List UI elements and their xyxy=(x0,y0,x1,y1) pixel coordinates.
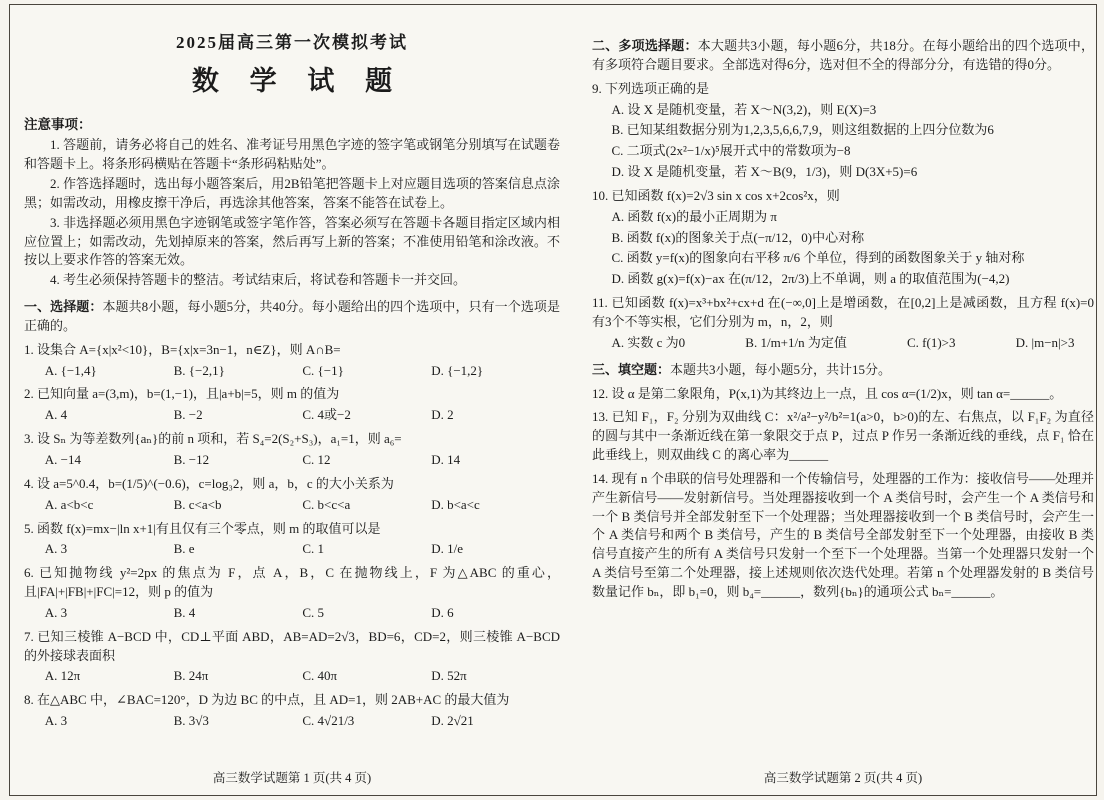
question-14-stem: 14. 现有 n 个串联的信号处理器和一个传输信号，处理器的工作为：接收信号——处理并产生新信号——发射新信号。当处理器接收到一个 A 类信号时，会产生一个 A 类信号和一个 B 类信号并全部发射至下一个处理器；当处理器接收到一个 B 类信号时，会产生一个 A 类信号和两个 B 类信号，产生的 B 类信号全部发射至下一个处理器，由接收 B 类信号直接产生的所有 A 类信号只发射一个至下一个处理器。当第一个处理器只发射一个 A 类信号至第二个处理器，接上述规则依次迭代处理。若第 n 个处理器发射的 B 类信号数量记作 bₙ，即 b₁=0，则 b₄=______，数列{bₙ}的通项公式 bₙ=______。 xyxy=(592,470,1094,599)
question-6-options xyxy=(24,604,560,623)
question-9-stem: 9. 下列选项正确的是 xyxy=(592,80,710,96)
notice-item-1: 1. 答题前，请务必将自己的姓名、准考证号用黑色字迹的签字笔或钢笔分别填写在试题卷和答题卡上。将条形码横贴在答题卡“条形码粘贴处”。 xyxy=(24,137,560,172)
option-a: A. 设 X 是随机变量，若 X～N(3,2)，则 E(X)=3 xyxy=(611,101,877,117)
question-8-stem: 8. 在△ABC 中，∠BAC=120°，D 为边 BC 的中点，且 AD=1，则 2AB+AC 的最大值为 xyxy=(24,692,510,708)
section-1-heading xyxy=(24,298,560,336)
question-6-stem: 6. 已知抛物线 y²=2px 的焦点为 F，点 A，B，C 在抛物线上，F 为△ABC 的重心，且|FA|+|FB|+|FC|=12，则 p 的值为 xyxy=(24,565,560,600)
option-c: C. b<c<a xyxy=(302,496,351,512)
question-2 xyxy=(24,385,560,425)
option-c: C. 函数 y=f(x)的图象向右平移 π/6 个单位，得到的函数图象关于 y 轴对称 xyxy=(611,250,1025,266)
section-2-label: 二、多项选择题： xyxy=(592,38,698,53)
exam-title: 2025届高三第一次模拟考试 xyxy=(176,33,408,52)
option-a: A. 4 xyxy=(44,407,68,423)
option-a: A. {−1,4} xyxy=(44,362,97,378)
question-5-stem: 5. 函数 f(x)=mx−|ln x+1|有且仅有三个零点，则 m 的取值可以是 xyxy=(24,520,381,536)
notice-heading: 注意事项： xyxy=(24,116,92,132)
option-a: A. 实数 c 为0 xyxy=(611,334,686,350)
question-5-options xyxy=(24,540,560,559)
question-11-options xyxy=(592,334,1094,353)
question-3 xyxy=(24,430,560,470)
option-c: C. 5 xyxy=(302,604,325,620)
question-10-options xyxy=(592,208,1094,289)
section-1-desc: 本题共8小题，每小题5分，共40分。每小题给出的四个选项中，只有一个选项是正确的。 xyxy=(24,299,560,333)
question-7 xyxy=(24,628,560,687)
notice-section xyxy=(24,115,560,290)
page-1 xyxy=(24,13,560,793)
option-a: A. 12π xyxy=(44,668,81,684)
option-b: B. 3√3 xyxy=(173,713,209,729)
question-4-options xyxy=(24,496,560,515)
question-14 xyxy=(592,470,1094,602)
option-b: B. 已知某组数据分别为1,2,3,5,6,6,7,9，则这组数据的上四分位数为6 xyxy=(611,122,994,138)
option-c: C. 1 xyxy=(302,541,325,557)
question-2-stem: 2. 已知向量 a=(3,m)，b=(1,−1)，且|a+b|=5，则 m 的值为 xyxy=(24,386,340,402)
section-2-desc: 本大题共3小题，每小题6分，共18分。在每小题给出的四个选项中，有多项符合题目要求。全部选对得6分，选对但不全的得部分分，有选错的得0分。 xyxy=(592,38,1094,72)
question-13-stem: 13. 已知 F₁，F₂ 分别为双曲线 C：x²/a²−y²/b²=1(a>0，b>0)的左、右焦点，以 F₁F₂ 为直径的圆与其中一条渐近线在第一象限交于点 P，过点 P 作另一条渐近线的垂线，点 F₁ 恰在此垂线上，则双曲线 C 的离心率为______ xyxy=(592,409,1094,463)
subject-title: 数 学 试 题 xyxy=(191,65,405,96)
option-a: A. −14 xyxy=(44,452,82,467)
question-7-options xyxy=(24,667,560,686)
question-5 xyxy=(24,520,560,560)
option-b: B. −2 xyxy=(173,407,203,423)
option-d: D. 6 xyxy=(431,604,454,620)
option-c: C. {−1} xyxy=(302,362,344,378)
option-d: D. 14 xyxy=(431,452,461,467)
question-13 xyxy=(592,408,1094,465)
question-1 xyxy=(24,341,560,381)
section-3-desc: 本题共3小题，每小题5分，共计15分。 xyxy=(670,361,892,377)
option-c: C. 40π xyxy=(302,668,338,684)
question-1-options xyxy=(24,362,560,381)
question-8-options xyxy=(24,712,560,731)
option-b: B. c<a<b xyxy=(173,496,222,512)
question-3-options xyxy=(24,451,560,470)
question-11-stem: 11. 已知函数 f(x)=x³+bx²+cx+d 在(−∞,0]上是增函数，在[0,2]上是减函数，且方程 f(x)=0 有3个不等实根，它们分别为 m，n，2，则 xyxy=(592,295,1094,329)
option-d: D. 函数 g(x)=f(x)−ax 在(π/12，2π/3)上不单调，则 a 的取值范围为(−4,2) xyxy=(611,271,1010,287)
option-b: B. 24π xyxy=(173,668,209,684)
question-11 xyxy=(592,294,1094,353)
exam-sheet xyxy=(9,4,1097,796)
question-2-options xyxy=(24,406,560,425)
page-2 xyxy=(592,13,1094,793)
question-12 xyxy=(592,385,1094,404)
option-b: B. e xyxy=(173,541,195,557)
option-a: A. 函数 f(x)的最小正周期为 π xyxy=(611,208,777,224)
section-3-heading xyxy=(592,361,1094,380)
question-7-stem: 7. 已知三棱锥 A−BCD 中，CD⊥平面 ABD，AB=AD=2√3，BD=6，CD=2，则三棱锥 A−BCD 的外接球表面积 xyxy=(24,628,560,663)
option-b: B. 1/m+1/n 为定值 xyxy=(745,334,847,350)
option-c: C. 4√21/3 xyxy=(302,713,355,729)
option-b: B. 4 xyxy=(173,604,196,620)
option-d: D. 2√21 xyxy=(431,713,474,729)
question-12-stem: 12. 设 α 是第二象限角，P(x,1)为其终边上一点，且 cos α=(1/2)x，则 tan α=______。 xyxy=(592,385,1063,401)
option-b: B. {−2,1} xyxy=(173,362,225,378)
option-a: A. a<b<c xyxy=(44,496,94,512)
section-1-label: 一、选择题： xyxy=(24,299,103,315)
option-a: A. 3 xyxy=(44,713,68,729)
option-b: B. −12 xyxy=(173,452,210,467)
notice-item-3: 3. 非选择题必须用黑色字迹钢笔或签字笔作答，答案必须写在答题卡各题目指定区域内相应位置上；如需改动，先划掉原来的答案，然后再写上新的答案；不准使用铅笔和涂改液。不按以上要求作答的答案无效。 xyxy=(24,214,560,268)
option-d: D. {−1,2} xyxy=(431,362,484,378)
option-d: D. b<a<c xyxy=(431,496,480,512)
question-10-stem: 10. 已知函数 f(x)=2√3 sin x cos x+2cos²x，则 xyxy=(592,187,840,203)
page-1-footer: 高三数学试题第 1 页(共 4 页) xyxy=(212,770,372,785)
notice-item-2: 2. 作答选择题时，选出每小题答案后，用2B铅笔把答题卡上对应题目选项的答案信息点涂黑；如需改动，用橡皮擦干净后，再选涂其他答案，答案不能答在试卷上。 xyxy=(24,176,560,210)
question-4-stem: 4. 设 a=5^0.4，b=(1/5)^(−0.6)，c=log₃2，则 a，b，c 的大小关系为 xyxy=(24,475,394,491)
question-9-options xyxy=(592,101,1094,182)
option-d: D. 1/e xyxy=(431,541,463,557)
option-a: A. 3 xyxy=(44,604,68,620)
question-10 xyxy=(592,187,1094,289)
option-d: D. 设 X 是随机变量，若 X～B(9，1/3)，则 D(3X+5)=6 xyxy=(611,164,918,180)
question-4 xyxy=(24,475,560,515)
notice-item-4: 4. 考生必须保持答题卡的整洁。考试结束后，将试卷和答题卡一并交回。 xyxy=(50,272,467,288)
question-6 xyxy=(24,564,560,623)
option-d: D. 2 xyxy=(431,407,454,423)
option-c: C. 12 xyxy=(302,452,331,467)
option-c: C. 二项式(2x²−1/x)⁵展开式中的常数项为−8 xyxy=(611,143,851,159)
option-a: A. 3 xyxy=(44,541,68,557)
section-3-label: 三、填空题： xyxy=(592,361,671,377)
question-8 xyxy=(24,691,560,731)
option-d: D. |m−n|>3 xyxy=(1015,334,1075,350)
section-2-heading xyxy=(592,37,1094,75)
option-c: C. f(1)>3 xyxy=(906,334,956,350)
option-d: D. 52π xyxy=(431,668,467,684)
option-b: B. 函数 f(x)的图象关于点(−π/12，0)中心对称 xyxy=(611,229,865,245)
question-3-stem: 3. 设 Sₙ 为等差数列{aₙ}的前 n 项和，若 S₄=2(S₂+S₃)，a₁=1，则 a₆= xyxy=(24,431,402,447)
question-1-stem: 1. 设集合 A={x|x²<10}，B={x|x=3n−1，n∈Z}，则 A∩B= xyxy=(24,341,341,357)
option-c: C. 4或−2 xyxy=(302,407,351,423)
page-2-footer: 高三数学试题第 2 页(共 4 页) xyxy=(763,770,923,785)
question-9 xyxy=(592,80,1094,182)
